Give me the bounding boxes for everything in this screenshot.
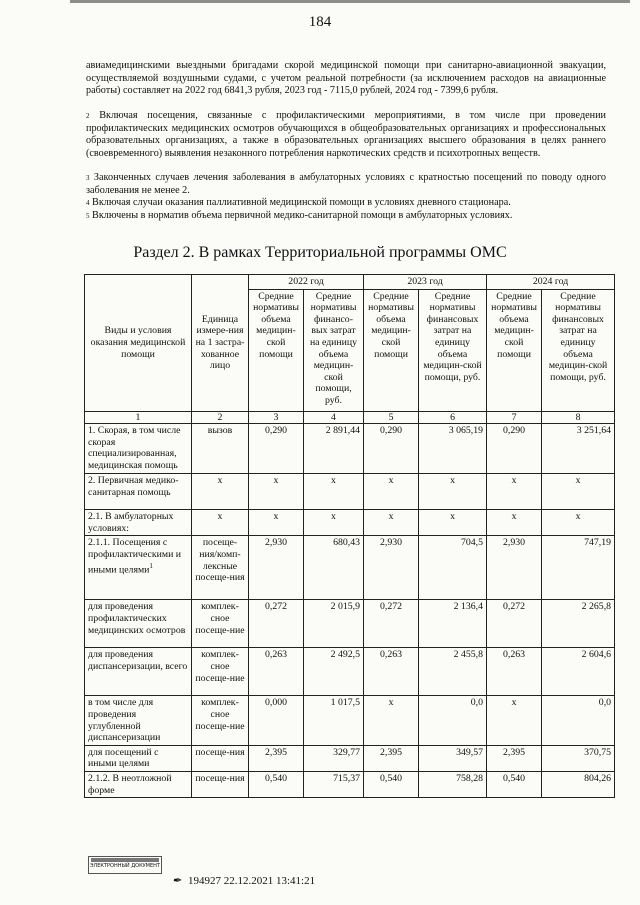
cell-cost-2024: 747,19	[542, 536, 615, 600]
cell-volume-2024: 0,272	[487, 600, 542, 648]
cell-cost-2023: x	[419, 474, 487, 510]
page-number: 184	[308, 14, 332, 30]
row-name: 2. Первичная медико-санитарная помощь	[85, 474, 192, 510]
header-volume-2023: Средние нормативы объема медицин-ской помощи	[364, 289, 419, 411]
norms-table	[84, 274, 615, 798]
cell-cost-2023: 2 136,4	[419, 600, 487, 648]
row-unit: посеще-ния	[192, 771, 249, 797]
cell-volume-2023: 2,395	[364, 745, 419, 771]
row-unit: вызов	[192, 424, 249, 474]
cell-volume-2022: x	[249, 474, 304, 510]
row-unit: комплек-сное посеще-ние	[192, 600, 249, 648]
document-footer	[172, 874, 315, 887]
pen-icon: ✒	[172, 875, 182, 887]
cell-volume-2023: 2,930	[364, 536, 419, 600]
column-number: 3	[249, 411, 304, 424]
column-number: 6	[419, 411, 487, 424]
cell-cost-2023: 704,5	[419, 536, 487, 600]
cell-cost-2024: x	[542, 510, 615, 536]
cell-volume-2023: x	[364, 474, 419, 510]
header-volume-2022: Средние нормативы объема медицин-ской помощи	[249, 289, 304, 411]
header-row-years	[85, 275, 615, 290]
header-unit: Единица измере-ния на 1 застра-хованное лицо	[192, 275, 249, 412]
footnote-text: Законченных случаев лечения заболевания в амбулаторных условиях с кратностью посещений по поводу одного заболевания не менее 2.	[86, 172, 607, 196]
cell-volume-2024: x	[487, 474, 542, 510]
header-kinds: Виды и условия оказания медицинской помощи	[85, 275, 192, 412]
cell-volume-2022: 0,540	[249, 771, 304, 797]
document-datetime: 22.12.2021 13:41:21	[223, 875, 316, 887]
footnote-5	[86, 210, 606, 223]
footnote-text: Включая посещения, связанные с профилактическими мероприятиями, в том числе при проведении профилактических медицинских осмотров обучающихся в общеобразовательных организациях и профессиональных образовательных организациях, а также в образовательных организациях высшего образования в целях раннего (своевременного) выявления незаконного потребления наркотических средств и психотропных веществ.	[86, 110, 607, 159]
row-unit: комплек-сное посеще-ние	[192, 696, 249, 745]
cell-volume-2024: 0,540	[487, 771, 542, 797]
row-name: в том числе для проведения углубленной диспансеризации	[85, 696, 192, 745]
cell-volume-2024: 2,395	[487, 745, 542, 771]
cell-cost-2022: 715,37	[304, 771, 364, 797]
header-year-2023: 2023 год	[364, 275, 487, 290]
cell-volume-2023: x	[364, 510, 419, 536]
cell-volume-2022: 2,930	[249, 536, 304, 600]
cell-volume-2022: 0,290	[249, 424, 304, 474]
table-row	[85, 424, 615, 474]
cell-volume-2022: x	[249, 510, 304, 536]
table-row	[85, 771, 615, 797]
footnote-text: Включены в норматив объема первичной медико-санитарной помощи в амбулаторных условиях.	[92, 210, 513, 221]
footnote-marker: 5	[86, 212, 90, 220]
row-unit: посеще-ния/комп-лексные посеще-ния	[192, 536, 249, 600]
cell-cost-2022: 2 891,44	[304, 424, 364, 474]
cell-volume-2022: 0,000	[249, 696, 304, 745]
cell-cost-2022: x	[304, 510, 364, 536]
footnote-4	[86, 197, 606, 210]
row-footnote-marker: 1	[149, 561, 153, 570]
stamp-bar	[91, 858, 159, 862]
column-number: 2	[192, 411, 249, 424]
cell-volume-2022: 0,272	[249, 600, 304, 648]
table-row	[85, 696, 615, 745]
footnote-3	[86, 172, 606, 197]
footnote-text: Включая случаи оказания паллиативной медицинской помощи в условиях дневного стационара.	[92, 197, 511, 208]
cell-volume-2024: x	[487, 510, 542, 536]
row-name: 1. Скорая, в том числе скорая специализированная, медицинская помощь	[85, 424, 192, 474]
cell-cost-2023: 349,57	[419, 745, 487, 771]
cell-volume-2023: 0,272	[364, 600, 419, 648]
cell-cost-2024: 2 265,8	[542, 600, 615, 648]
cell-cost-2023: 758,28	[419, 771, 487, 797]
column-number: 1	[85, 411, 192, 424]
row-unit: x	[192, 474, 249, 510]
row-unit: x	[192, 510, 249, 536]
column-number: 7	[487, 411, 542, 424]
header-year-2024: 2024 год	[487, 275, 615, 290]
electronic-document-stamp	[88, 856, 162, 874]
footnote-continuation: авиамедицинскими выездными бригадами скорой медицинской помощи при санитарно-авиационной эвакуации, осуществляемой воздушными судами, с учетом реальной потребности (за исключением расходов на авиационные работы) составляет на 2022 год 6841,3 рубля, 2023 год - 7115,0 рублей, 2024 год - 7399,6 рубля.	[86, 60, 606, 97]
cell-cost-2023: 3 065,19	[419, 424, 487, 474]
table-row	[85, 600, 615, 648]
row-name	[85, 536, 192, 600]
cell-volume-2023: 0,290	[364, 424, 419, 474]
footnote-2	[86, 110, 606, 160]
cell-cost-2024: 370,75	[542, 745, 615, 771]
cell-cost-2024: 3 251,64	[542, 424, 615, 474]
cell-cost-2023: x	[419, 510, 487, 536]
cell-volume-2024: x	[487, 696, 542, 745]
section-title: Раздел 2. В рамках Территориальной программы ОМС	[133, 244, 507, 261]
cell-volume-2024: 0,290	[487, 424, 542, 474]
header-volume-2024: Средние нормативы объема медицин-ской помощи	[487, 289, 542, 411]
column-number: 5	[364, 411, 419, 424]
cell-cost-2024: 2 604,6	[542, 648, 615, 696]
cell-volume-2022: 2,395	[249, 745, 304, 771]
cell-cost-2022: x	[304, 474, 364, 510]
cell-cost-2024: 804,26	[542, 771, 615, 797]
footnote-marker: 2	[86, 112, 90, 120]
footnote-marker: 4	[86, 199, 90, 207]
row-name: для проведения диспансеризации, всего	[85, 648, 192, 696]
cell-cost-2022: 1 017,5	[304, 696, 364, 745]
header-cost-2024: Средние нормативы финансовых затрат на единицу объема медицин-ской помощи, руб.	[542, 289, 615, 411]
cell-cost-2024: 0,0	[542, 696, 615, 745]
cell-volume-2024: 0,263	[487, 648, 542, 696]
cell-volume-2023: 0,263	[364, 648, 419, 696]
table-row	[85, 510, 615, 536]
table-row	[85, 745, 615, 771]
cell-volume-2024: 2,930	[487, 536, 542, 600]
row-name: для проведения профилактических медицинских осмотров	[85, 600, 192, 648]
cell-volume-2023: 0,540	[364, 771, 419, 797]
document-id: 194927	[187, 875, 221, 887]
cell-cost-2022: 329,77	[304, 745, 364, 771]
cell-cost-2022: 2 015,9	[304, 600, 364, 648]
table-row	[85, 474, 615, 510]
cell-volume-2022: 0,263	[249, 648, 304, 696]
stamp-text: ЭЛЕКТРОННЫЙ ДОКУМЕНТ	[90, 863, 160, 869]
header-cost-2022: Средние нормативы финансо-вых затрат на единицу объема медицин-ской помощи, руб.	[304, 289, 364, 411]
cell-cost-2022: 2 492,5	[304, 648, 364, 696]
row-name-text: 2.1.1. Посещения с профилактическими и иными целями	[88, 537, 182, 575]
cell-cost-2023: 2 455,8	[419, 648, 487, 696]
header-cost-2023: Средние нормативы финансовых затрат на единицу объема медицин-ской помощи, руб.	[419, 289, 487, 411]
header-year-2022: 2022 год	[249, 275, 364, 290]
footnote-marker: 3	[86, 174, 90, 182]
row-name: 2.1. В амбулаторных условиях:	[85, 510, 192, 536]
cell-cost-2023: 0,0	[419, 696, 487, 745]
row-unit: посеще-ния	[192, 745, 249, 771]
table-row	[85, 536, 615, 600]
column-number: 8	[542, 411, 615, 424]
scan-edge	[70, 0, 630, 3]
cell-volume-2023: x	[364, 696, 419, 745]
cell-cost-2022: 680,43	[304, 536, 364, 600]
row-name: для посещений с иными целями	[85, 745, 192, 771]
column-number: 4	[304, 411, 364, 424]
column-number-row	[85, 411, 615, 424]
row-unit: комплек-сное посеще-ние	[192, 648, 249, 696]
row-name: 2.1.2. В неотложной форме	[85, 771, 192, 797]
table-row	[85, 648, 615, 696]
cell-cost-2024: x	[542, 474, 615, 510]
